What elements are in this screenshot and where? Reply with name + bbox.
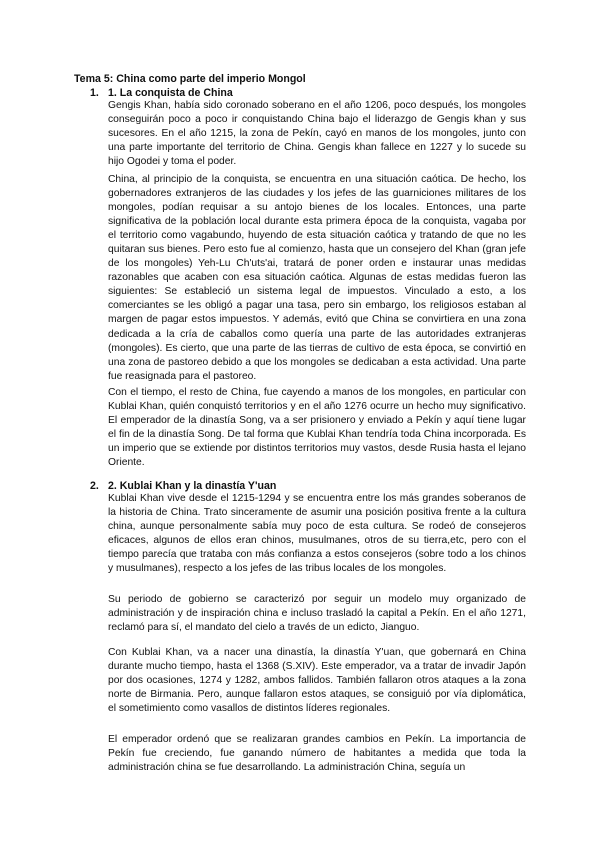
section-title: 1. La conquista de China (108, 87, 233, 99)
section-number: 2. (90, 480, 99, 492)
document-title: Tema 5: China como parte del imperio Mongol (74, 73, 306, 85)
section-number: 1. (90, 87, 99, 99)
paragraph-dinastia-yuan: Con Kublai Khan, va a nacer una dinastía, la dinastía Y'uan, que gobernará en China durante mucho tiempo, hasta el 1368 (S.XIV). Este emperador, va a tratar de invadir Japón por dos ocasiones, 1274 y 1282, ambos fallidos. También fallaron otros ataques a la zona norte de Birmania. Pero, aunque fallaron estos ataques, se consiguió por vía diplomática, el sometimiento como vasallos de distintos líderes regionales. (108, 647, 526, 715)
section-title: 2. Kublai Khan y la dinastía Y'uan (108, 480, 277, 492)
paragraph-periodo-gobierno: Su periodo de gobierno se caracterizó por seguir un modelo muy organizado de administración y de inspiración china e incluso trasladó la capital a Pekín. En el año 1271, reclamó para sí, el mandato del cielo a través de un edicto, Jianguo. (108, 594, 526, 634)
section-heading-conquista (90, 86, 233, 100)
paragraph-fin-dinastia-song: Con el tiempo, el resto de China, fue cayendo a manos de los mongoles, en particular con Kublai Khan, quién conquistó territorios y en el año 1276 ocurre un hecho muy significativo. El emperador de la dinastía Song, va a ser prisionero y enviado a Pekín y aquí tiene lugar el fin de la dinastía Song. De tal forma que Kublai Khan tendría toda China incorporada. Es un imperio que se extiende por distintos territorios muy vastos, desde Rusia hasta el lejano Oriente. (108, 387, 526, 469)
paragraph-cambios-pekin: El emperador ordenó que se realizaran grandes cambios en Pekín. La importancia de Pekín fue creciendo, fue ganando número de habitantes a medida que toda la administración china se fue desarrollando. La administración China, seguía un (108, 734, 526, 774)
section-heading-kublai-khan (90, 479, 276, 493)
paragraph-kublai-khan-soberano: Kublai Khan vive desde el 1215-1294 y se encuentra entre los más grandes soberanos de la historia de China. Trato sinceramente de asumir una posición positiva frente a la cultura china, aunque personalmente sabía muy poco de esta cultura. Se rodeó de consejeros eficaces, algunos de ellos eran chinos, musulmanes, otros de su tierra,etc, pero con el tiempo parecía que trataba con más confianza a estos consejeros (sobre todo a los chinos y musulmanes), respecto a los jefes de las tribus locales de los mongoles. (108, 493, 526, 575)
paragraph-gengis-khan: Gengis Khan, había sido coronado soberano en el año 1206, poco después, los mongoles conseguirán poco a poco ir conquistando China bajo el liderazgo de Gengis khan y sus sucesores. En el año 1215, la zona de Pekín, cayó en manos de los mongoles, junto con una parte importante del territorio de China. Gengis khan fallece en 1227 y lo sucede su hijo Ogodei y toma el poder. (108, 100, 526, 168)
paragraph-situacion-caotica: China, al principio de la conquista, se encuentra en una situación caótica. De hecho, los gobernadores extranjeros de las ciudades y los jefes de las guarniciones militares de los mongoles, podían requisar a su antojo bienes de los locales. Entonces, una parte significativa de la población local durante esta primera época de la conquista, vagaba por el territorio como vagabundo, huyendo de esta situación caótica y tratando de que no les quitaran sus bienes. Pero esto fue al comienzo, hasta que un consejero del Khan (gran jefe de los mongoles) Yeh-Lu Ch'uts'ai, tratará de poner orden e instaurar unas medidas razonables que acaben con esa situación caótica. Algunas de estas medidas fueron las siguientes: Se estableció un sistema legal de impuestos. Vinculado a esto, a los comerciantes se les obligó a pagar una tasa, pero sin embargo, los religiosos estaban al margen de pagar estos impuestos. Y además, evitó que China se convirtiera en una zona dedicada a la cría de caballos como quería una parte de las autoridades extranjeras (mongoles). Es cierto, que una parte de las tierras de cultivo de esta época, se convirtió en una zona de pastoreo debido a que los mongoles se dedicaban a esta actividad. Una parte fue reasignada para el pastoreo. (108, 174, 526, 382)
